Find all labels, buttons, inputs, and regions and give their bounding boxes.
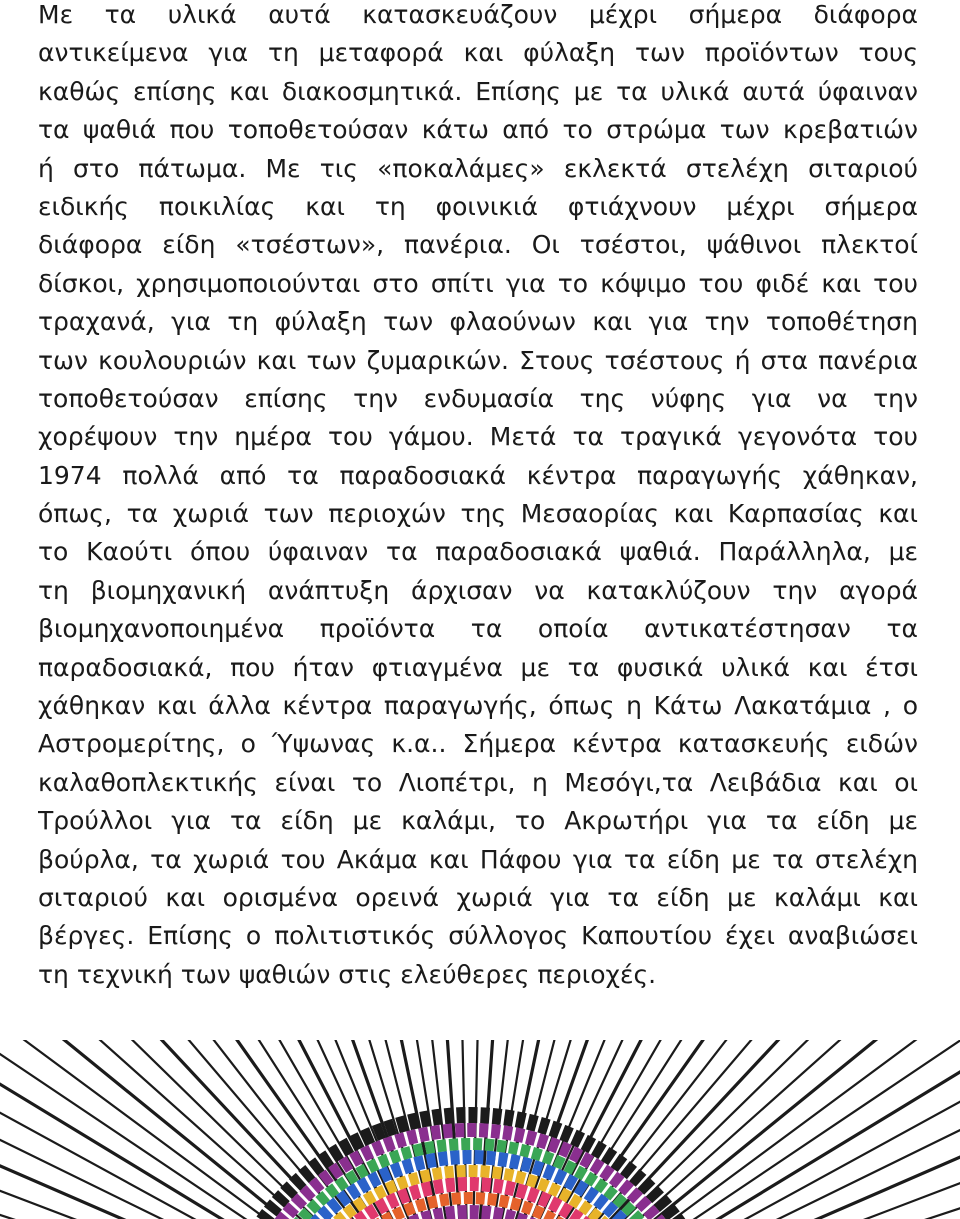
text-line: καλαθοπλεκτικής είναι το Λιοπέτρι, η Μεσόγι,τα Λειβάδια και οι — [38, 767, 918, 797]
text-line: σιταριού και ορισμένα ορεινά χωριά για τα είδη με καλάμι και — [38, 882, 918, 912]
basket-spoke — [0, 1040, 335, 1219]
text-line: καθώς επίσης και διακοσμητικά. Επίσης με τα υλικά αυτά ύφαιναν — [38, 76, 918, 106]
text-line: το Καούτι όπου ύφαιναν τα παραδοσιακά ψαθιά. Παράλληλα, με — [38, 537, 918, 567]
woven-basket-illustration — [0, 1040, 960, 1219]
text-line: βέργες. Επίσης ο πολιτιστικός σύλλογος Καπουτίου έχει αναβιώσει — [38, 921, 918, 951]
text-line: βούρλα, τα χωριά του Ακάμα και Πάφου για τα είδη με τα στελέχη — [38, 844, 918, 874]
text-line: 1974 πολλά από τα παραδοσιακά κέντρα παραγωγής χάθηκαν, — [38, 460, 918, 490]
text-line: τοποθετούσαν επίσης την ενδυμασία της νύφης για να την — [38, 383, 918, 413]
text-line: Αστρομερίτης, ο Ύψωνας κ.α.. Σήμερα κέντρα κατασκευής ειδών — [38, 729, 918, 759]
text-line: όπως, τα χωριά των περιοχών της Μεσαορίας και Καρπασίας και — [38, 499, 918, 529]
text-line: διάφορα είδη «τσέστων», πανέρια. Οι τσέστοι, ψάθινοι πλεκτοί — [38, 230, 918, 260]
text-line: δίσκοι, χρησιμοποιούνται στο σπίτι για το κόψιμο του φιδέ και του — [38, 268, 918, 298]
body-text — [38, 0, 918, 994]
text-line: ειδικής ποικιλίας και τη φοινικιά φτιάχνουν μέχρι σήμερα — [38, 191, 918, 221]
text-line: τραχανά, για τη φύλαξη των φλαούνων και για την τοποθέτηση — [38, 307, 918, 337]
text-line: ή στο πάτωμα. Με τις «ποκαλάμες» εκλεκτά στελέχη σιταριού — [38, 153, 918, 183]
text-line: τη τεχνική των ψαθιών στις ελεύθερες περιοχές. — [38, 959, 657, 989]
woven-basket-image — [0, 1040, 960, 1219]
basket-spoke — [594, 1040, 960, 1219]
text-line: Τρούλλοι για τα είδη με καλάμι, το Ακρωτήρι για τα είδη με — [38, 806, 918, 836]
text-line: βιομηχανοποιημένα προϊόντα τα οποία αντικατέστησαν τα — [38, 614, 918, 644]
text-line: παραδοσιακά, που ήταν φτιαγμένα με τα φυσικά υλικά και έτσι — [38, 652, 918, 682]
text-line: χορέψουν την ημέρα του γάμου. Μετά τα τραγικά γεγονότα του — [38, 422, 918, 452]
text-line: των κουλουριών και των ζυμαρικών. Στους τσέστους ή στα πανέρια — [38, 345, 918, 375]
text-line: τη βιομηχανική ανάπτυξη άρχισαν να κατακλύζουν την αγορά — [38, 575, 918, 605]
text-line: αντικείμενα για τη μεταφορά και φύλαξη των προϊόντων τους — [38, 38, 918, 68]
text-line: Με τα υλικά αυτά κατασκευάζουν μέχρι σήμερα διάφορα — [38, 0, 918, 29]
text-line: τα ψαθιά που τοποθετούσαν κάτω από το στρώμα των κρεβατιών — [38, 115, 918, 145]
text-line: χάθηκαν και άλλα κέντρα παραγωγής, όπως η Κάτω Λακατάμια , ο — [38, 691, 918, 721]
basket-rings — [215, 1115, 725, 1219]
